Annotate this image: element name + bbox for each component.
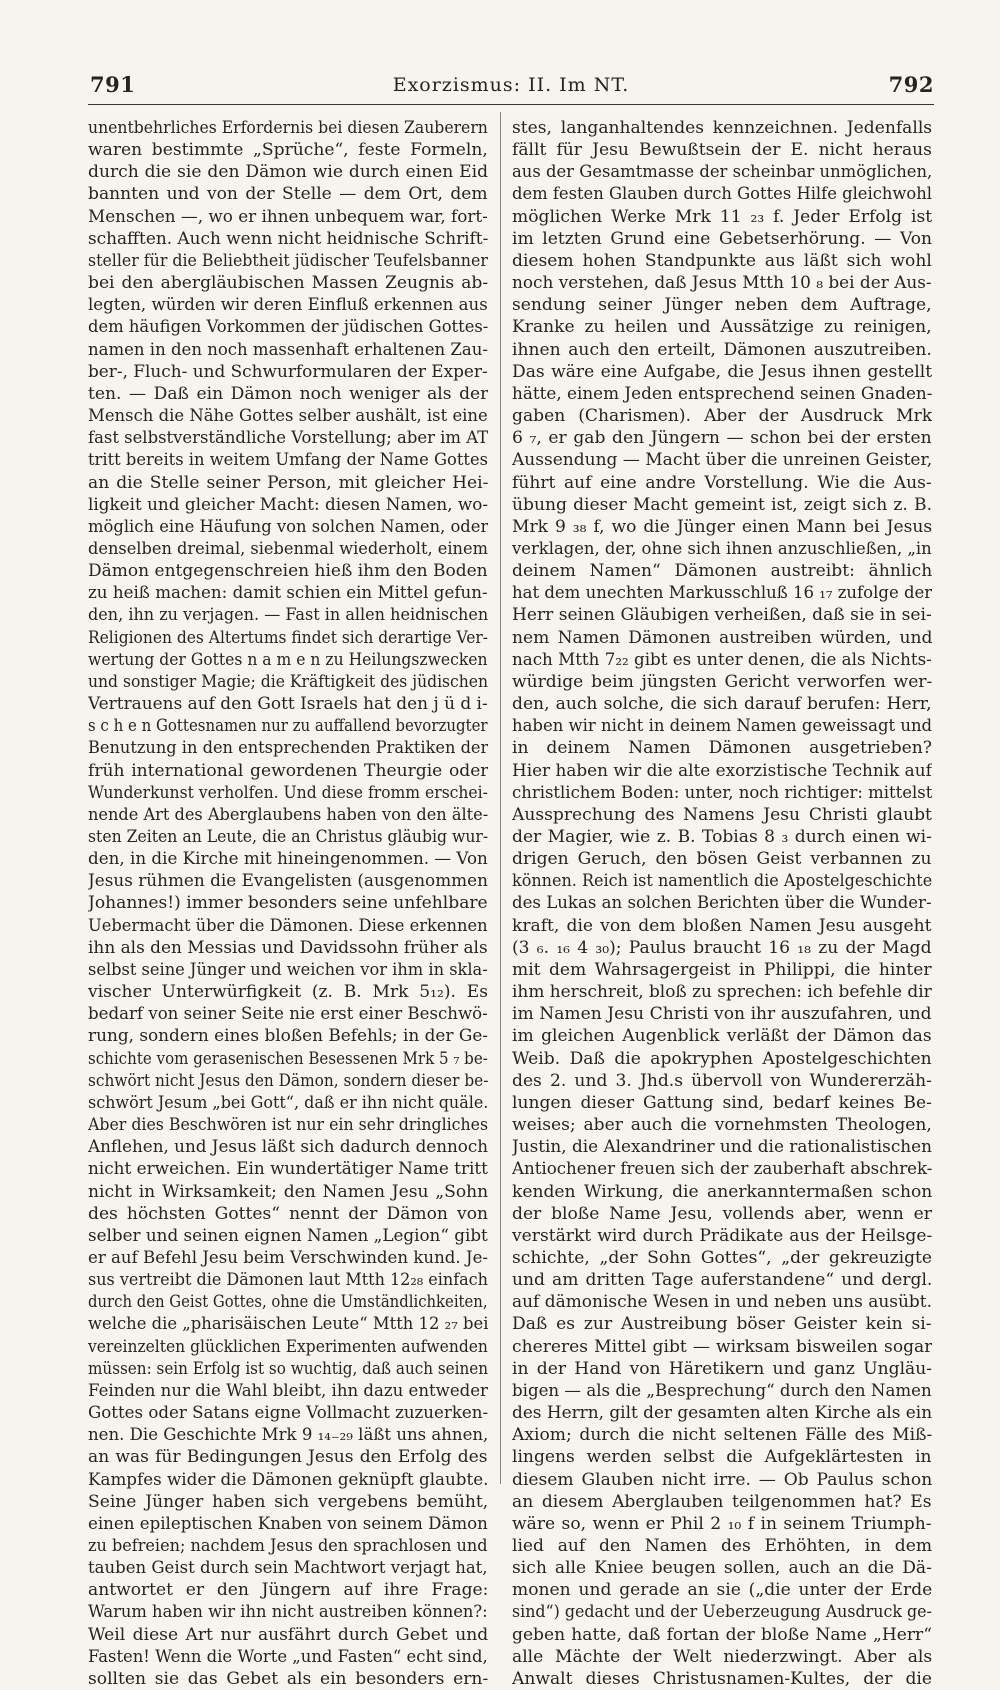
- text-line: zu heiß machen: damit schien ein Mittel gefun-: [88, 583, 488, 604]
- text-line: Anwalt dieses Christusnamen-Kultes, der die: [512, 1668, 932, 1689]
- text-line: Vertrauens auf den Gott Israels hat den j ü d i-: [88, 694, 488, 715]
- text-line: legten, würden wir deren Einfluß erkennen aus: [88, 295, 488, 316]
- text-line: führt auf eine andre Vorstellung. Wie die Aus-: [512, 472, 932, 493]
- text-line: sten Zeiten an Leute, die an Christus gläubig wur-: [88, 827, 488, 847]
- text-line: auf dämonische Wesen in und neben uns ausübt.: [512, 1292, 932, 1313]
- text-line: Warum haben wir ihn nicht austreiben können?:: [88, 1602, 488, 1623]
- text-line: rung, sondern eines bloßen Befehls; in der Ge-: [88, 1026, 488, 1047]
- text-line: wäre so, wenn er Phil 2 ₁₀ f in seinem Triumph-: [512, 1513, 932, 1534]
- text-line: des Lukas an solchen Berichten über die Wunder-: [512, 893, 932, 914]
- text-line: Aber dies Beschwören ist nur ein sehr dringliches: [88, 1115, 488, 1136]
- text-line: einen epileptischen Knaben von seinem Dämon: [88, 1513, 488, 1534]
- text-line: im Namen Jesu Christi von ihr auszufahren, und: [512, 1004, 932, 1025]
- text-line: Seine Jünger haben sich vergebens bemüht,: [88, 1491, 488, 1512]
- text-line: ihm herschreit, bloß zu sprechen: ich befehle dir: [512, 982, 932, 1003]
- text-line: nicht erweichen. Ein wundertätiger Name tritt: [88, 1159, 488, 1180]
- text-line: Religionen des Altertums findet sich derartige Ver-: [88, 627, 488, 648]
- text-line: lingens werden selbst die Aufgeklärtesten in: [512, 1447, 932, 1468]
- text-line: vereinzelten glücklichen Experimenten aufwenden: [88, 1336, 488, 1357]
- text-line: fällt für Jesu Bewußtsein der E. nicht heraus: [512, 140, 932, 161]
- text-line: sind“) gedacht und der Ueberzeugung Ausdruck ge-: [512, 1602, 932, 1623]
- text-line: unentbehrliches Erfordernis bei diesen Zauberern: [88, 118, 488, 138]
- text-line: schichte vom gerasenischen Besessenen Mrk 5 ₇ be-: [88, 1048, 488, 1069]
- text-line: bannten und von der Stelle — dem Ort, dem: [88, 184, 488, 205]
- text-line: lungen dieser Gattung sind, bedarf keines Be-: [512, 1092, 932, 1113]
- text-line: des höchsten Gottes“ nennt der Dämon von: [88, 1203, 488, 1224]
- text-line: Mensch die Nähe Gottes selber aushält, ist eine: [88, 406, 488, 427]
- left-page-number: 791: [90, 72, 136, 97]
- text-line: Weil diese Art nur ausfährt durch Gebet und: [88, 1624, 488, 1645]
- text-line: zu befreien; nachdem Jesus den sprachlosen und: [88, 1536, 488, 1556]
- text-line: aus der Gesamtmasse der scheinbar unmöglichen,: [512, 162, 932, 183]
- text-line: dem häufigen Vorkommen der jüdischen Gottes-: [88, 317, 488, 338]
- text-line: s c h e n Gottesnamen nur zu auffallend bevorzugter: [88, 716, 488, 737]
- text-line: verklagen, der, ohne sich ihnen anzuschließen, „in: [512, 538, 932, 559]
- text-line: im gleichen Augenblick verläßt der Dämon das: [512, 1026, 932, 1047]
- text-line: vischer Unterwürfigkeit (z. B. Mrk 5₁₂). Es: [88, 982, 488, 1003]
- text-line: nem Namen Dämonen austreiben würden, und: [512, 627, 932, 648]
- text-line: geben hatte, daß fortan der bloße Name „Herr“: [512, 1624, 932, 1645]
- text-line: Hier haben wir die alte exorzistische Technik auf: [512, 760, 932, 781]
- right-page-number: 792: [888, 72, 934, 97]
- text-line: sich alle Kniee beugen sollen, auch an die Dä-: [512, 1558, 932, 1579]
- running-title: Exorzismus: II. Im NT.: [392, 74, 630, 96]
- text-line: Antiochener freuen sich der zauberhaft abschrek-: [512, 1159, 932, 1180]
- text-line: hat dem unechten Markusschluß 16 ₁₇ zufolge der: [512, 583, 932, 604]
- text-line: verstärkt wird durch Prädikate aus der Heilsge-: [512, 1225, 932, 1246]
- text-line: bigen — als die „Besprechung“ durch den Namen: [512, 1380, 932, 1401]
- text-line: christlichem Boden: unter, noch richtiger: mittelst: [512, 782, 932, 803]
- text-line: Gottes oder Satans eigne Vollmacht zuzuerken-: [88, 1403, 488, 1424]
- text-line: durch die sie den Dämon wie durch einen Eid: [88, 162, 488, 183]
- text-line: und sonstiger Magie; die Kräftigkeit des jüdischen: [88, 671, 488, 692]
- text-line: nen. Die Geschichte Mrk 9 ₁₄₋₂₉ läßt uns ahnen,: [88, 1425, 488, 1446]
- text-line: monen und gerade an sie („die unter der Erde: [512, 1580, 932, 1601]
- text-line: diesem Glauben nicht irre. — Ob Paulus schon: [512, 1469, 932, 1490]
- text-line: Feinden nur die Wahl bleibt, ihn dazu entweder: [88, 1380, 488, 1401]
- text-line: der bloße Name Jesu, vollends aber, wenn er: [512, 1203, 932, 1224]
- text-line: er auf Befehl Jesu beim Verschwinden kund. Je-: [88, 1247, 488, 1268]
- text-line: nach Mtth 7₂₂ gibt es unter denen, die als Nichts-: [512, 649, 932, 670]
- text-line: schichte, „der Sohn Gottes“, „der gekreuzigte: [512, 1247, 932, 1268]
- text-line: tritt bereits in weitem Umfang der Name Gottes: [88, 450, 488, 471]
- text-line: ligkeit und gleicher Macht: diesen Namen, wo-: [88, 494, 488, 515]
- text-line: namen in den noch massenhaft erhaltenen Zau-: [88, 339, 488, 360]
- text-line: Kranke zu heilen und Aussätzige zu reinigen,: [512, 317, 932, 338]
- right-text-column: [512, 117, 932, 1690]
- text-line: des 2. und 3. Jhd.s übervoll von Wundererzäh-: [512, 1070, 932, 1091]
- text-line: stes, langanhaltendes kennzeichnen. Jedenfalls: [512, 118, 932, 138]
- text-line: diesem hohen Standpunkte aus läßt sich wohl: [512, 250, 932, 271]
- text-line: fast selbstverständliche Vorstellung; aber im AT: [88, 428, 488, 449]
- text-line: sus vertreibt die Dämonen laut Mtth 12₂₈ einfach: [88, 1270, 488, 1291]
- text-line: Fasten! Wenn die Worte „und Fasten“ echt sind,: [88, 1646, 488, 1667]
- text-line: dem festen Glauben durch Gottes Hilfe gleichwohl: [512, 184, 932, 205]
- text-line: ber-, Fluch- und Schwurformularen der Exper-: [88, 361, 488, 382]
- text-line: müssen: sein Erfolg ist so wuchtig, daß auch seinen: [88, 1358, 488, 1379]
- text-line: 6 ₇, er gab den Jüngern — schon bei der ersten: [512, 428, 932, 449]
- text-line: gaben (Charismen). Aber der Ausdruck Mrk: [512, 406, 932, 427]
- text-line: den, in die Kirche mit hineingenommen. — Von: [88, 849, 488, 870]
- text-line: würdige beim jüngsten Gericht verworfen wer-: [512, 671, 932, 692]
- text-line: Jesus rühmen die Evangelisten (ausgenommen: [88, 871, 488, 892]
- text-line: an diesem Aberglauben teilgenommen hat? Es: [512, 1491, 932, 1512]
- text-line: deinem Namen“ Dämonen austreibt: ähnlich: [512, 561, 932, 582]
- text-line: schafften. Auch wenn nicht heidnische Schrift-: [88, 228, 488, 249]
- text-line: früh international gewordenen Theurgie oder: [88, 760, 488, 781]
- text-line: in deinem Namen Dämonen ausgetrieben?: [512, 738, 932, 759]
- text-line: Menschen —, wo er ihnen unbequem war, fort-: [88, 206, 488, 227]
- text-line: an was für Bedingungen Jesus den Erfolg des: [88, 1447, 488, 1468]
- text-line: übung dieser Macht gemeint ist, zeigt sich z. B.: [512, 494, 932, 515]
- text-line: bedarf von seiner Seite nie erst einer Beschwö-: [88, 1004, 488, 1025]
- text-line: selbst seine Jünger und weichen vor ihm in skla-: [88, 959, 488, 980]
- text-line: hätte, einem Jeden entsprechend seinen Gnaden-: [512, 383, 932, 404]
- column-divider: [500, 112, 501, 1484]
- text-line: Aussendung — Macht über die unreinen Geister,: [512, 450, 932, 471]
- text-line: Mrk 9 ₃₈ f, wo die Jünger einen Mann bei Jesus: [512, 516, 932, 537]
- text-line: antwortet er den Jüngern auf ihre Frage:: [88, 1580, 488, 1601]
- text-line: Aussprechung des Namens Jesu Christi glaubt: [512, 804, 932, 825]
- text-line: Johannes!) immer besonders seine unfehlbare: [88, 893, 488, 914]
- text-line: mit dem Wahrsagergeist in Philippi, die hinter: [512, 959, 932, 980]
- text-line: welche die „pharisäischen Leute“ Mtth 12 ₂₇ bei: [88, 1314, 488, 1335]
- text-line: denselben dreimal, siebenmal wiederholt, einem: [88, 538, 488, 559]
- text-line: Wunderkunst verholfen. Und diese fromm erschei-: [88, 782, 488, 803]
- text-line: bei den abergläubischen Massen Zeugnis ab-: [88, 273, 488, 294]
- text-line: wertung der Gottes n a m e n zu Heilungszwecken: [88, 649, 488, 670]
- text-line: tauben Geist durch sein Machtwort verjagt hat,: [88, 1558, 488, 1579]
- text-line: und am dritten Tage auferstandene“ und dergl.: [512, 1270, 932, 1291]
- text-line: selber und seinen eignen Namen „Legion“ gibt: [88, 1225, 488, 1246]
- text-line: Herr seinen Gläubigen verheißen, daß sie in sei-: [512, 605, 932, 626]
- text-line: Das wäre eine Aufgabe, die Jesus ihnen gestellt: [512, 361, 932, 382]
- text-line: Kampfes wider die Dämonen geknüpft glaubte.: [88, 1469, 488, 1490]
- text-line: Daß es zur Austreibung böser Geister kein si-: [512, 1314, 932, 1335]
- text-line: möglichen Werke Mrk 11 ₂₃ f. Jeder Erfolg ist: [512, 206, 932, 227]
- text-line: drigen Geruch, den bösen Geist verbannen zu: [512, 849, 932, 870]
- text-line: den, auch solche, die sich darauf berufen: Herr,: [512, 694, 932, 715]
- text-line: haben wir nicht in deinem Namen geweissagt und: [512, 716, 932, 737]
- text-line: den, ihn zu verjagen. — Fast in allen heidnischen: [88, 605, 488, 626]
- text-line: möglich eine Häufung von solchen Namen, oder: [88, 516, 488, 537]
- text-line: nicht in Wirksamkeit; den Namen Jesu „Sohn: [88, 1181, 488, 1202]
- text-line: ihn als den Messias und Davidssohn früher als: [88, 937, 488, 958]
- text-line: Dämon entgegenschreien hieß ihm den Boden: [88, 561, 488, 582]
- text-line: der Magier, wie z. B. Tobias 8 ₃ durch einen wi-: [512, 827, 932, 847]
- text-line: an die Stelle seiner Person, mit gleicher Hei-: [88, 472, 488, 493]
- text-line: ihnen auch den erteilt, Dämonen auszutreiben.: [512, 339, 932, 360]
- text-line: kenden Wirkung, die anerkanntermaßen schon: [512, 1181, 932, 1202]
- text-line: sendung seiner Jünger neben dem Auftrage,: [512, 295, 932, 316]
- left-text-column: [88, 117, 488, 1690]
- text-line: Weib. Daß die apokryphen Apostelgeschichten: [512, 1048, 932, 1069]
- text-line: sollten sie das Gebet als ein besonders ern-: [88, 1668, 488, 1689]
- text-line: ten. — Daß ein Dämon noch weniger als der: [88, 383, 488, 404]
- text-line: waren bestimmte „Sprüche“, feste Formeln,: [88, 140, 488, 161]
- page-header: [88, 70, 934, 105]
- text-line: schwört nicht Jesus den Dämon, sondern dieser be-: [88, 1070, 488, 1091]
- text-line: Anflehen, und Jesus läßt sich dadurch dennoch: [88, 1137, 488, 1158]
- text-line: Uebermacht über die Dämonen. Diese erkennen: [88, 915, 488, 936]
- text-line: alle Mächte der Welt niederzwingt. Aber als: [512, 1646, 932, 1667]
- text-line: können. Reich ist namentlich die Apostelgeschichte: [512, 871, 932, 892]
- text-line: weises; aber auch die vornehmsten Theologen,: [512, 1115, 932, 1136]
- text-line: im letzten Grund eine Gebetserhörung. — Von: [512, 228, 932, 249]
- text-line: in der Hand von Häretikern und ganz Ungläu-: [512, 1358, 932, 1379]
- text-line: lied auf den Namen des Erhöhten, in dem: [512, 1536, 932, 1556]
- text-line: chereres Mittel gibt — wirksam bisweilen sogar: [512, 1336, 932, 1357]
- text-line: (3 ₆. ₁₆ 4 ₃₀); Paulus braucht 16 ₁₈ zu der Magd: [512, 937, 932, 958]
- text-line: Axiom; durch die nicht seltenen Fälle des Miß-: [512, 1425, 932, 1446]
- text-line: durch den Geist Gottes, ohne die Umständlichkeiten,: [88, 1292, 488, 1313]
- text-line: Justin, die Alexandriner und die rationalistischen: [512, 1137, 932, 1158]
- text-line: steller für die Beliebtheit jüdischer Teufelsbanner: [88, 250, 488, 271]
- text-line: nende Art des Aberglaubens haben von den älte-: [88, 804, 488, 825]
- text-line: des Herrn, gilt der gesamten alten Kirche als ein: [512, 1403, 932, 1424]
- text-line: kraft, die von dem bloßen Namen Jesu ausgeht: [512, 915, 932, 936]
- text-line: noch verstehen, daß Jesus Mtth 10 ₈ bei der Aus-: [512, 273, 932, 294]
- text-line: Benutzung in den entsprechenden Praktiken der: [88, 738, 488, 759]
- text-line: schwört Jesum „bei Gott“, daß er ihn nicht quäle.: [88, 1092, 488, 1113]
